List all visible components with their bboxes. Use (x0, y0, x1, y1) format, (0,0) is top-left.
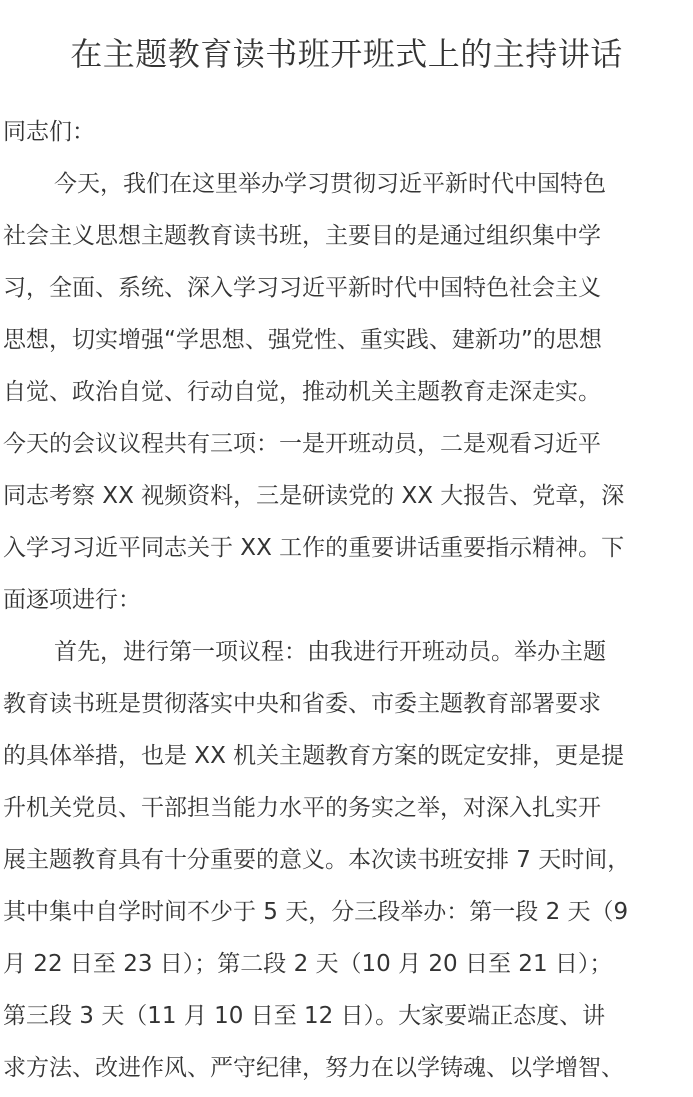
body-line: 思想，切实增强“学思想、强党性、重实践、建新功”的思想 (3, 327, 602, 353)
body-line: 首先，进行第一项议程：由我进行开班动员。举办主题 (54, 639, 606, 665)
body-line: 面逐项进行： (3, 587, 141, 613)
body-line: 第三段 3 天（11 月 10 日至 12 日）。大家要端正态度、讲 (3, 1003, 606, 1029)
body-line: 社会主义思想主题教育读书班，主要目的是通过组织集中学 (3, 223, 601, 249)
body-line: 同志们： (3, 119, 95, 145)
body-line: 自觉、政治自觉、行动自觉，推动机关主题教育走深走实。 (3, 379, 601, 405)
body-line: 今天的会议议程共有三项：一是开班动员，二是观看习近平 (3, 431, 601, 457)
body-line: 升机关党员、干部担当能力水平的务实之举，对深入扎实开 (3, 795, 601, 821)
body-line: 求方法、改进作风、严守纪律，努力在以学铸魂、以学增智、 (3, 1055, 624, 1081)
body-line: 入学习习近平同志关于 XX 工作的重要讲话重要指示精神。下 (3, 535, 625, 561)
document-title: 在主题教育读书班开班式上的主持讲话 (70, 35, 623, 73)
body-line: 教育读书班是贯彻落实中央和省委、市委主题教育部署要求 (3, 691, 601, 717)
body-line: 月 22 日至 23 日）；第二段 2 天（10 月 20 日至 21 日）； (3, 951, 613, 977)
body-line: 展主题教育具有十分重要的意义。本次读书班安排 7 天时间， (3, 847, 631, 873)
body-line: 的具体举措，也是 XX 机关主题教育方案的既定安排，更是提 (3, 743, 625, 769)
document-body (3, 106, 693, 1094)
body-line: 其中集中自学时间不少于 5 天，分三段举办：第一段 2 天（9 (3, 899, 629, 925)
body-line: 习，全面、系统、深入学习习近平新时代中国特色社会主义 (3, 275, 601, 301)
body-line: 同志考察 XX 视频资料，三是研读党的 XX 大报告、党章，深 (3, 483, 625, 509)
body-line: 今天，我们在这里举办学习贯彻习近平新时代中国特色 (54, 171, 606, 197)
